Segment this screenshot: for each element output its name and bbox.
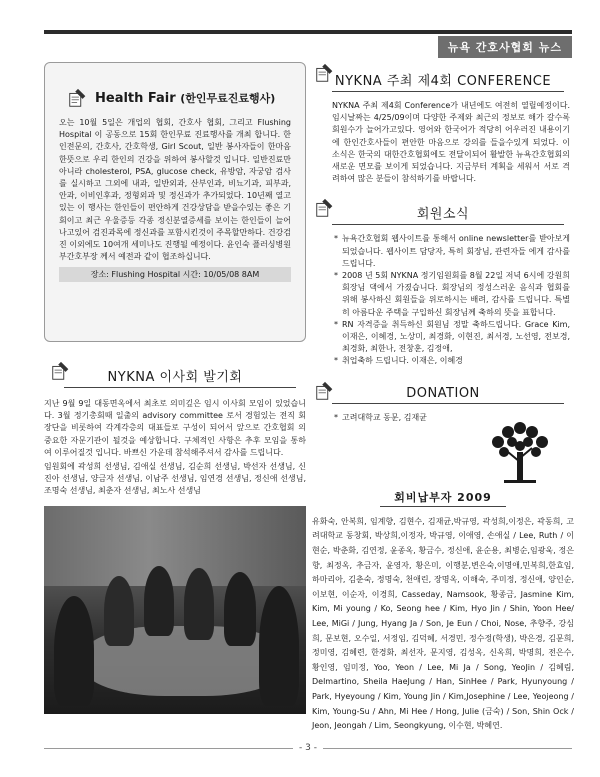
donors-list: 유화숙, 안복희, 임계향, 김현수, 김재균,박규영, 곽성희,이정은, 곽동희, 고려대학교 동창회, 박상희,이정자, 박규영, 이애영, 손애실 / Lee, Ruth / 이현순, 박춘화, 김연정, 윤종옥, 황금수, 정신애, 윤순용, 최병순,임광욱, 정은향, 최정옥, 추금자, 윤영자, 황은미, 이행분,변은숙,이명애,민복희,한효임,하마리아, 김춘숙, 정명숙, 천애린, 장명옥, 이해숙, 주미정, 정신애, 양인순,이보현, 이순자, 이경희, Casseday, Namsook, 황종금, Jasmine Kim, Kim, Mi young / Ko, Seong hee / Kim, Hyo Jin / Shin, Yoon Hee/ Lee, MiGi / Jung, Hyang Ja / Son, Je Eun / Choi, Nose, 추향주, 강심희, 문보현, 오수일, 서정임, 김덕혜, 서경민, 정수정(학생), 박은경, 김문희, 정미영, 김혜련, 한경화, 최선자, 문지영, 김성옥, 신옥희, 박명희, 전은수, 황인영, 임미정, Yoo, Yeon / Lee, Mi Ja / Song, YeoJin / 김혜림, Delmartino, Sheila HaeJung / Han, SinHee / Park, Hyunyoung / Park, Hyeyoung / Kim, Young Jin / Kim,Josephine / Lee, Yeojeong / Kim, Young-Su / Ahn, Mi Hee / Hong, Julie (금숙) / Son, Shin Ock / Jeon, Jeongah / Lim, Seongkyung, 이수현, 박혜연.: [312, 516, 574, 731]
board-meeting-body: 지난 9월 9일 대동면옥에서 최초로 의미깊은 임시 이사회 모임이 있었습니다. 3월 정기총회때 일출의 advisory committee 로서 경험있는 전직 회장단을 비롯하여 각계각층의 대표들로 구성이 되어서 앞으로 간호협회 의 중요한 자문기관이 될것을 예상합니다. 구체적인 사항은 추후 모임을 통하여 이루어질것 입니다. 바쁘신 가운데 참석해주셔서 감사를 드립니다.: [44, 399, 306, 457]
member-news-section: [312, 203, 574, 367]
tree-icon: [480, 418, 560, 484]
health-fair-body: 오는 10월 5일은 개업의 협회, 간호사 협회, 그리고 Flushing Hospital 이 공동으로 15회 한인무료 진료행사를 개최 합니다. 한인전문의, 간호사, 간호학생, Girl Scout, 일반 봉사자들이 한마음 한뜻으로 우리 한인의 건강을 위하여 봉사할것 입니다. 일반진료만 아니라 cholesterol, PSA, glucose check, 유방암, 자궁암 검사를 실시하고 그외에 내과, 일반외과, 산부인과, 비뇨기과, 피부과, 안과, 이비인후과, 정형외과 및 정신과가 추가되었다. 10년째 열고있는 이 행사는 한인들이 편안하게 건강상담을 받을수있는 좋은 기회이고 최근 우울증등 각종 정신분열증세를 보이는 한인들이 늘어나고있어 검진과목에 정신과를 포함시킨것이 주목할만하다. 건강검진 이외에도 10여개 세미나도 진행될 예정이다. 윤인숙 플러싱병원 부간호부장 께서 예전과 같이 협조하십니다.: [59, 118, 291, 262]
donors-title: 회비납부자 2009: [380, 489, 506, 507]
conference-heading: [312, 70, 574, 89]
page-number: - 3 -: [293, 743, 323, 753]
pencil-note-icon: [50, 360, 72, 382]
tree-illustration: [312, 418, 574, 484]
heading-underline: [332, 403, 564, 404]
board-meeting-members: 임원회에 곽성희 선생님, 김애실 선생님, 김순희 선생님, 박선자 선생님, 신진아 선생님, 양금자 선생님, 이남주 선생님, 임연경 선생님, 정신애 선생님, 조명숙 선생님, 최춘자 선생님, 최노사 선생님: [44, 462, 306, 496]
pencil-note-icon: [314, 62, 336, 84]
donation-title: DONATION: [406, 385, 480, 401]
member-news-heading: [312, 203, 574, 222]
health-fair-place: 장소: Flushing Hospital 시간: 10/05/08 8AM: [59, 267, 291, 282]
pencil-note-icon: [314, 197, 336, 219]
donation-section: [312, 386, 574, 424]
list-item: * 2008 년 5회 NYKNA 정기임원회를 8월 22일 저녁 6시에 강원희 회장님 댁에서 가졌습니다. 회장님의 정성스러운 음식과 협회를 위해 봉사하신 회원들을 위로하시는 배려, 감사를 드립니다. 특별히 아름다운 주택을 구입하신 회장님께 축하의 뜻을 표합니다.: [332, 270, 570, 319]
list-item: * 취업축하 드립니다. 이재은, 이혜경: [332, 355, 570, 367]
donation-heading: [312, 386, 574, 401]
heading-underline: [332, 91, 564, 92]
list-item: * 뉴욕간호협회 웹사이트를 통해서 online newsletter를 받아보게 되었습니다. 웹사이트 담당자, 특히 회장님, 관련자들 에게 감사를 드립니다.: [332, 233, 570, 270]
newsletter-title: 뉴욕 간호사협회 뉴스: [438, 36, 572, 58]
health-fair-title: [95, 90, 275, 106]
health-fair-box: [44, 62, 306, 342]
heading-underline: [332, 224, 564, 225]
list-item: * 고려대학교 동문, 김재균: [332, 412, 574, 424]
heading-underline: [64, 387, 296, 388]
board-meeting-heading: [44, 366, 306, 385]
header-rule: [44, 30, 572, 52]
donation-list: [312, 412, 574, 424]
donors-heading: [312, 486, 574, 507]
member-news-title: 회원소식: [416, 207, 470, 223]
board-meeting-section: [44, 366, 306, 714]
health-fair-title-en: Health Fair: [95, 91, 176, 106]
board-meeting-title: NYKNA 이사회 발기회: [107, 370, 243, 385]
conference-body: NYKNA 주최 제4회 Conference가 내년에도 여전히 열릴예정이다. 임시날짜는 4/25/09이며 다양한 주제와 최근의 정보로 해가 갈수록 회원수가 늘어가고있다. 영어와 한국어가 적당히 어우러진 내용이기에 한인간호사들이 편안한 마음으로 강의를 들을수있게 되었다. 이 소식은 한국의 대한간호협회에도 전달이되어 활발한 뉴욕간호협회의 새로운 면모를 보이게 되었습니다. 지금부터 계획을 세워서 서로 격려하여 많은 분들이 참석하기를 바랍니다.: [332, 101, 570, 184]
conference-title: NYKNA 주최 제4회 CONFERENCE: [334, 74, 552, 89]
left-column: [44, 62, 306, 714]
health-fair-title-kr: (한인무료진료행사): [180, 92, 276, 105]
right-column: [312, 62, 574, 734]
board-meeting-photo: [44, 506, 306, 714]
health-fair-heading: [67, 87, 291, 109]
list-item: * RN 자격증을 취득하신 회원님 정말 축하드립니다. Grace Kim, 이재은, 이혜경, 노상미, 최경화, 이현진, 최서경, 노선영, 전보경, 최경화, 최한나, 전창훈, 김정애,: [332, 319, 570, 356]
pencil-note-icon: [314, 380, 336, 402]
page-footer: [44, 743, 572, 759]
conference-section: [312, 70, 574, 185]
pencil-note-icon: [67, 87, 89, 109]
member-news-list: [312, 233, 574, 367]
